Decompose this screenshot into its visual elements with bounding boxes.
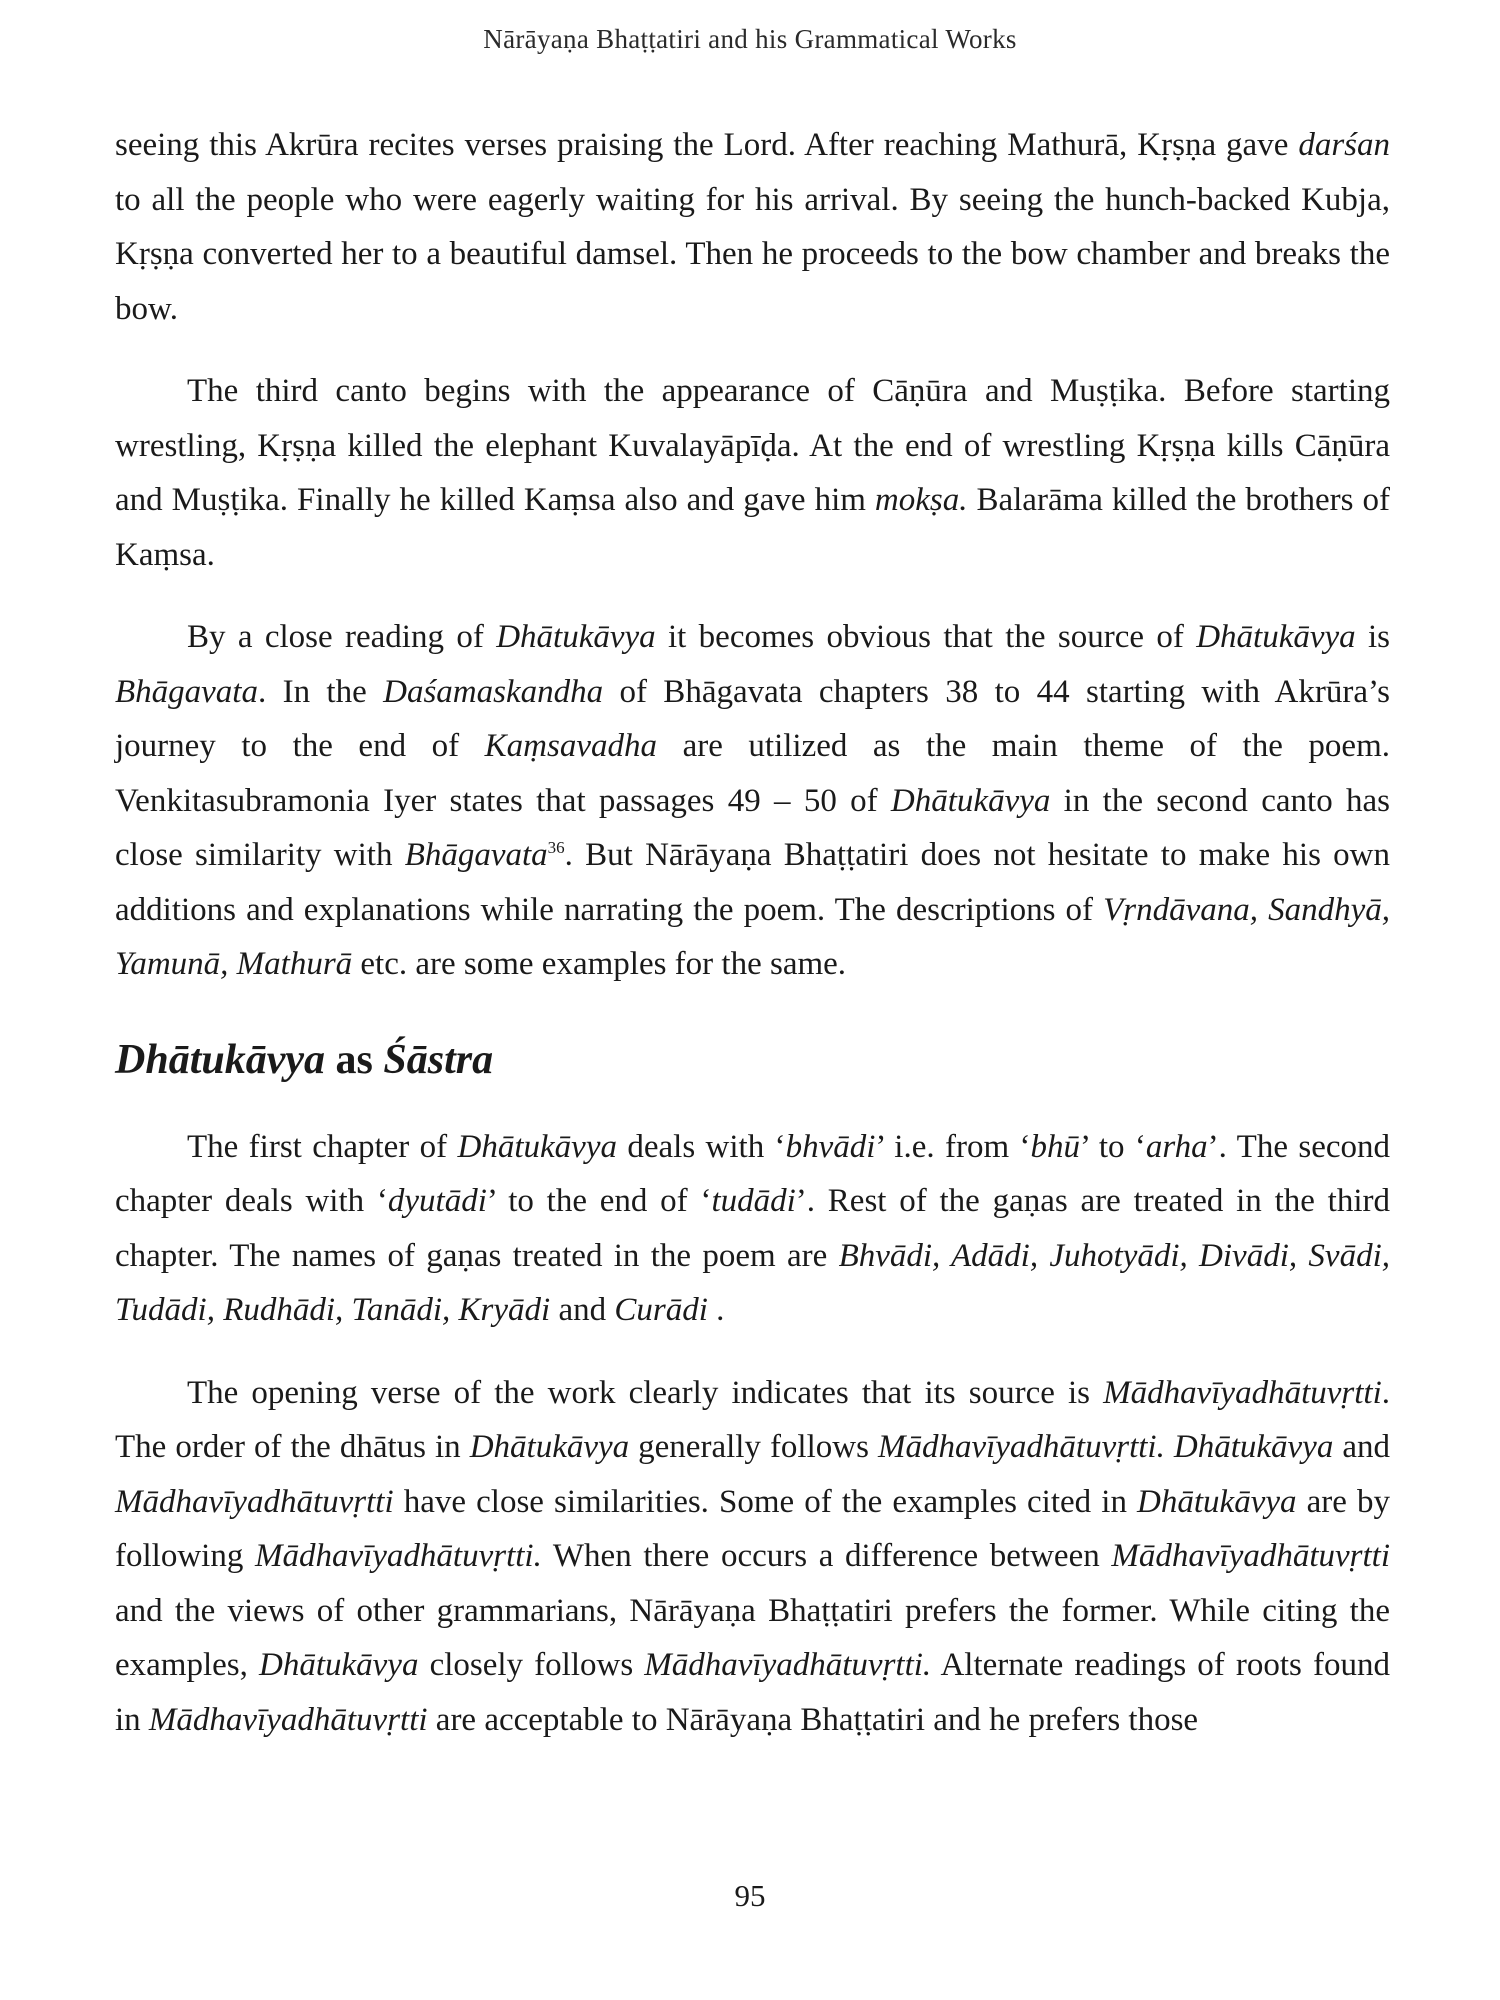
footnote-ref: 36 xyxy=(547,838,565,857)
section-heading: Dhātukāvya as Śāstra xyxy=(115,1036,494,1083)
paragraph-3: By a close reading of Dhātukāvya it becomes obvious that the source of Dhātukāvya is Bhāgavata. In the Daśamaskandha of Bhāgavata chapters 38 to 44 starting with Akrūra’s journey to the end of Kaṃsavadha are utilized as the main theme of the poem. Venkitasubramonia Iyer states that passages 49 – 50 of Dhātukāvya in the second canto has close similarity with Bhāgavata$^{36}$. But Nārāyaṇa Bhaṭṭatiri does not hesitate to make his own additions and explanations while narrating the poem. The descriptions of Vṛndāvana, Sandhyā, Yamunā, Mathurā etc. are some examples for the same. xyxy=(115,619,1391,982)
page-number: 95 xyxy=(734,1878,766,1913)
paragraph-5: The opening verse of the work clearly indicates that its source is Mādhavīyadhātuvṛtti. The order of the dhātus in Dhātukāvya generally follows Mādhavīyadhātuvṛtti. Dhātukāvya and Mādhavīyadhātuvṛtti have close similarities. Some of the examples cited in Dhātukāvya are by following Mādhavīyadhātuvṛtti. When there occurs a difference between Mādhavīyadhātuvṛtti and the views of other grammarians, Nārāyaṇa Bhaṭṭatiri prefers the former. While citing the examples, Dhātukāvya closely follows Mādhavīyadhātuvṛtti. Alternate readings of roots found in Mādhavīyadhātuvṛtti are acceptable to Nārāyaṇa Bhaṭṭatiri and he prefers those xyxy=(115,1374,1391,1738)
running-head: Nārāyaṇa Bhaṭṭatiri and his Grammatical Works xyxy=(483,24,1017,54)
paragraph-2: The third canto begins with the appearance of Cāṇūra and Muṣṭika. Before starting wrestling, Kṛṣṇa killed the elephant Kuvalayāpīḍa. At the end of wrestling Kṛṣṇa kills Cāṇūra and Muṣṭika. Finally he killed Kaṃsa also and gave him mokṣa. Balarāma killed the brothers of Kaṃsa. xyxy=(115,373,1390,573)
body-text xyxy=(115,118,1390,1775)
paragraph-1: seeing this Akrūra recites verses praising the Lord. After reaching Mathurā, Kṛṣṇa gave darśan to all the people who were eagerly waiting for his arrival. By seeing the hunch-backed Kubja, Kṛṣṇa converted her to a beautiful damsel. Then he proceeds to the bow chamber and breaks the bow. xyxy=(115,127,1390,327)
paragraph-4: The first chapter of Dhātukāvya deals with ‘bhvādi’ i.e. from ‘bhū’ to ‘arha’. The second chapter deals with ‘dyutādi’ to the end of ‘tudādi’. Rest of the gaṇas are treated in the third chapter. The names of gaṇas treated in the poem are Bhvādi, Adādi, Juhotyādi, Divādi, Svādi, Tudādi, Rudhādi, Tanādi, Kryādi and Curādi . xyxy=(115,1128,1390,1328)
